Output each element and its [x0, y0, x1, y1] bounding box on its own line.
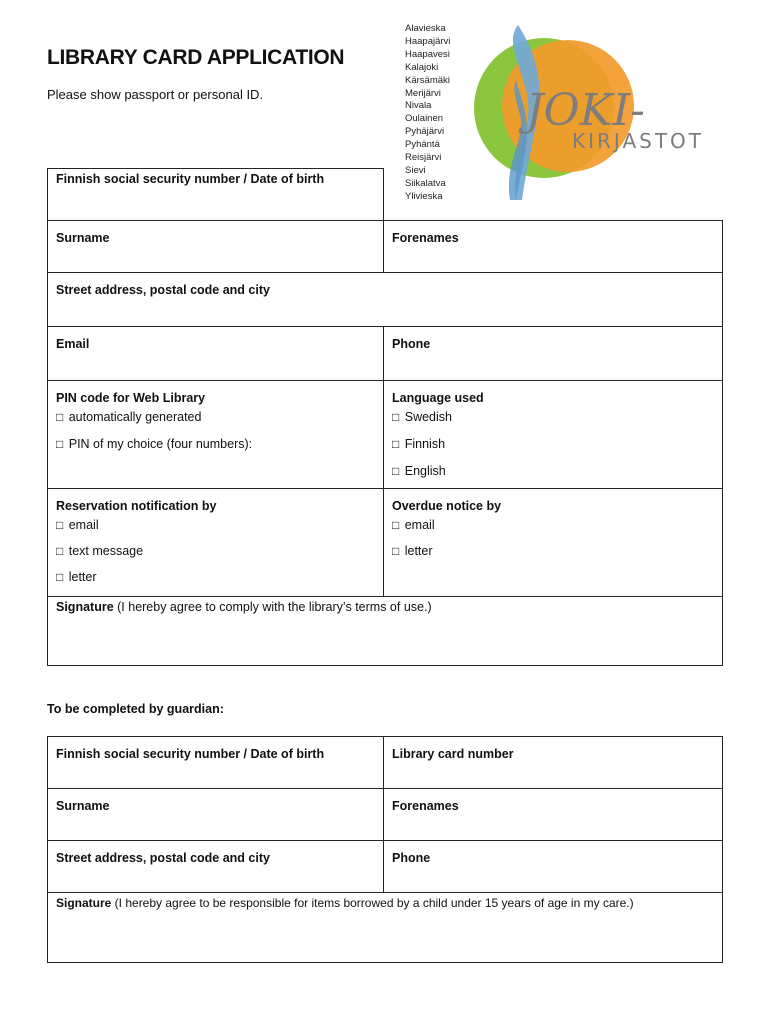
- checkbox[interactable]: □: [392, 518, 400, 532]
- pin-section: [47, 380, 384, 489]
- checkbox[interactable]: □: [56, 570, 64, 584]
- reservation-label: Reservation notification by: [56, 499, 217, 513]
- checkbox[interactable]: □: [392, 544, 400, 558]
- guardian-address-label: Street address, postal code and city: [56, 851, 270, 865]
- municipality-item: Kalajoki: [405, 61, 439, 73]
- guardian-phone-label: Phone: [392, 851, 431, 865]
- option-label: letter: [404, 544, 433, 558]
- option-label: text message: [68, 544, 144, 558]
- pin-option-own[interactable]: [56, 437, 252, 451]
- signature-bold-label: Signature: [56, 600, 114, 614]
- forenames-label: Forenames: [392, 231, 459, 245]
- guardian-address-field[interactable]: [47, 840, 384, 893]
- logo-text-kirjastot: KIRJASTOT: [572, 129, 705, 153]
- phone-field[interactable]: [383, 326, 723, 381]
- option-label: Swedish: [404, 410, 452, 424]
- guardian-card-label: Library card number: [392, 747, 514, 761]
- reservation-option-sms[interactable]: [56, 544, 143, 558]
- ssn-field[interactable]: [47, 168, 384, 221]
- overdue-option-letter[interactable]: [392, 544, 433, 558]
- language-label: Language used: [392, 391, 484, 405]
- guardian-forenames-field[interactable]: [383, 788, 723, 841]
- municipality-item: Merijärvi: [405, 87, 441, 99]
- municipality-item: Sievi: [405, 164, 426, 176]
- municipality-item: Ylivieska: [405, 190, 443, 202]
- page-subtitle: Please show passport or personal ID.: [47, 87, 264, 102]
- logo-text-joki: JOKI-: [526, 85, 645, 136]
- reservation-option-email[interactable]: [56, 518, 99, 532]
- language-section: [383, 380, 723, 489]
- guardian-surname-label: Surname: [56, 799, 110, 813]
- guardian-signature-field[interactable]: [47, 892, 723, 963]
- checkbox[interactable]: □: [56, 518, 64, 532]
- guardian-forenames-label: Forenames: [392, 799, 459, 813]
- joki-kirjastot-logo: [456, 20, 726, 210]
- language-option-swedish[interactable]: [392, 410, 452, 424]
- applicant-signature-field[interactable]: [47, 596, 723, 666]
- phone-label: Phone: [392, 337, 431, 351]
- language-option-english[interactable]: [392, 464, 446, 478]
- overdue-label: Overdue notice by: [392, 499, 502, 513]
- guardian-ssn-label: Finnish social security number / Date of birth: [56, 747, 325, 761]
- municipality-item: Pyhäjärvi: [405, 126, 445, 138]
- municipality-item: Siikalatva: [405, 177, 446, 189]
- language-option-finnish[interactable]: [392, 437, 445, 451]
- email-label: Email: [56, 337, 90, 351]
- pin-label: PIN code for Web Library: [56, 391, 206, 405]
- option-label: letter: [68, 570, 97, 584]
- municipality-item: Haapavesi: [405, 48, 450, 60]
- checkbox[interactable]: □: [56, 544, 64, 558]
- municipality-item: Oulainen: [405, 113, 444, 125]
- signature-responsibility-text: (I hereby agree to be responsible for items borrowed by a child under 15 years of age in my care.): [111, 896, 634, 910]
- option-label: automatically generated: [68, 410, 202, 424]
- guardian-surname-field[interactable]: [47, 788, 384, 841]
- reservation-option-letter[interactable]: [56, 570, 97, 584]
- checkbox[interactable]: □: [392, 437, 400, 451]
- guardian-phone-field[interactable]: [383, 840, 723, 893]
- checkbox[interactable]: □: [56, 437, 64, 451]
- municipality-item: Alavieska: [405, 23, 446, 34]
- option-label: email: [68, 518, 99, 532]
- email-field[interactable]: [47, 326, 384, 381]
- municipality-item: Nivala: [405, 100, 432, 112]
- checkbox[interactable]: □: [392, 464, 400, 478]
- guardian-heading: To be completed by guardian:: [47, 702, 224, 716]
- guardian-signature-label: [56, 896, 634, 910]
- overdue-section: [383, 488, 723, 597]
- address-label: Street address, postal code and city: [56, 283, 270, 297]
- page-title: LIBRARY CARD APPLICATION: [47, 46, 345, 69]
- guardian-ssn-field[interactable]: [47, 736, 384, 789]
- checkbox[interactable]: □: [56, 410, 64, 424]
- option-label: email: [404, 518, 435, 532]
- checkbox[interactable]: □: [392, 410, 400, 424]
- guardian-card-number-field[interactable]: [383, 736, 723, 789]
- municipality-item: Reisjärvi: [405, 152, 442, 164]
- overdue-option-email[interactable]: [392, 518, 435, 532]
- signature-bold-label: Signature: [56, 896, 112, 910]
- surname-label: Surname: [56, 231, 110, 245]
- signature-terms-text: (I hereby agree to comply with the library’s terms of use.): [113, 600, 432, 614]
- municipality-list: [405, 23, 450, 204]
- option-label: English: [404, 464, 446, 478]
- ssn-label: Finnish social security number / Date of birth: [56, 172, 325, 186]
- reservation-section: [47, 488, 384, 597]
- surname-field[interactable]: [47, 220, 384, 273]
- municipality-item: Kärsämäki: [405, 74, 450, 86]
- applicant-signature-label: [56, 600, 432, 614]
- municipality-item: Haapajärvi: [405, 35, 451, 47]
- pin-option-auto[interactable]: [56, 410, 201, 424]
- municipality-item: Pyhäntä: [405, 139, 440, 151]
- option-label: Finnish: [404, 437, 446, 451]
- forenames-field[interactable]: [383, 220, 723, 273]
- option-label: PIN of my choice (four numbers):: [68, 437, 253, 451]
- address-field[interactable]: [47, 272, 723, 327]
